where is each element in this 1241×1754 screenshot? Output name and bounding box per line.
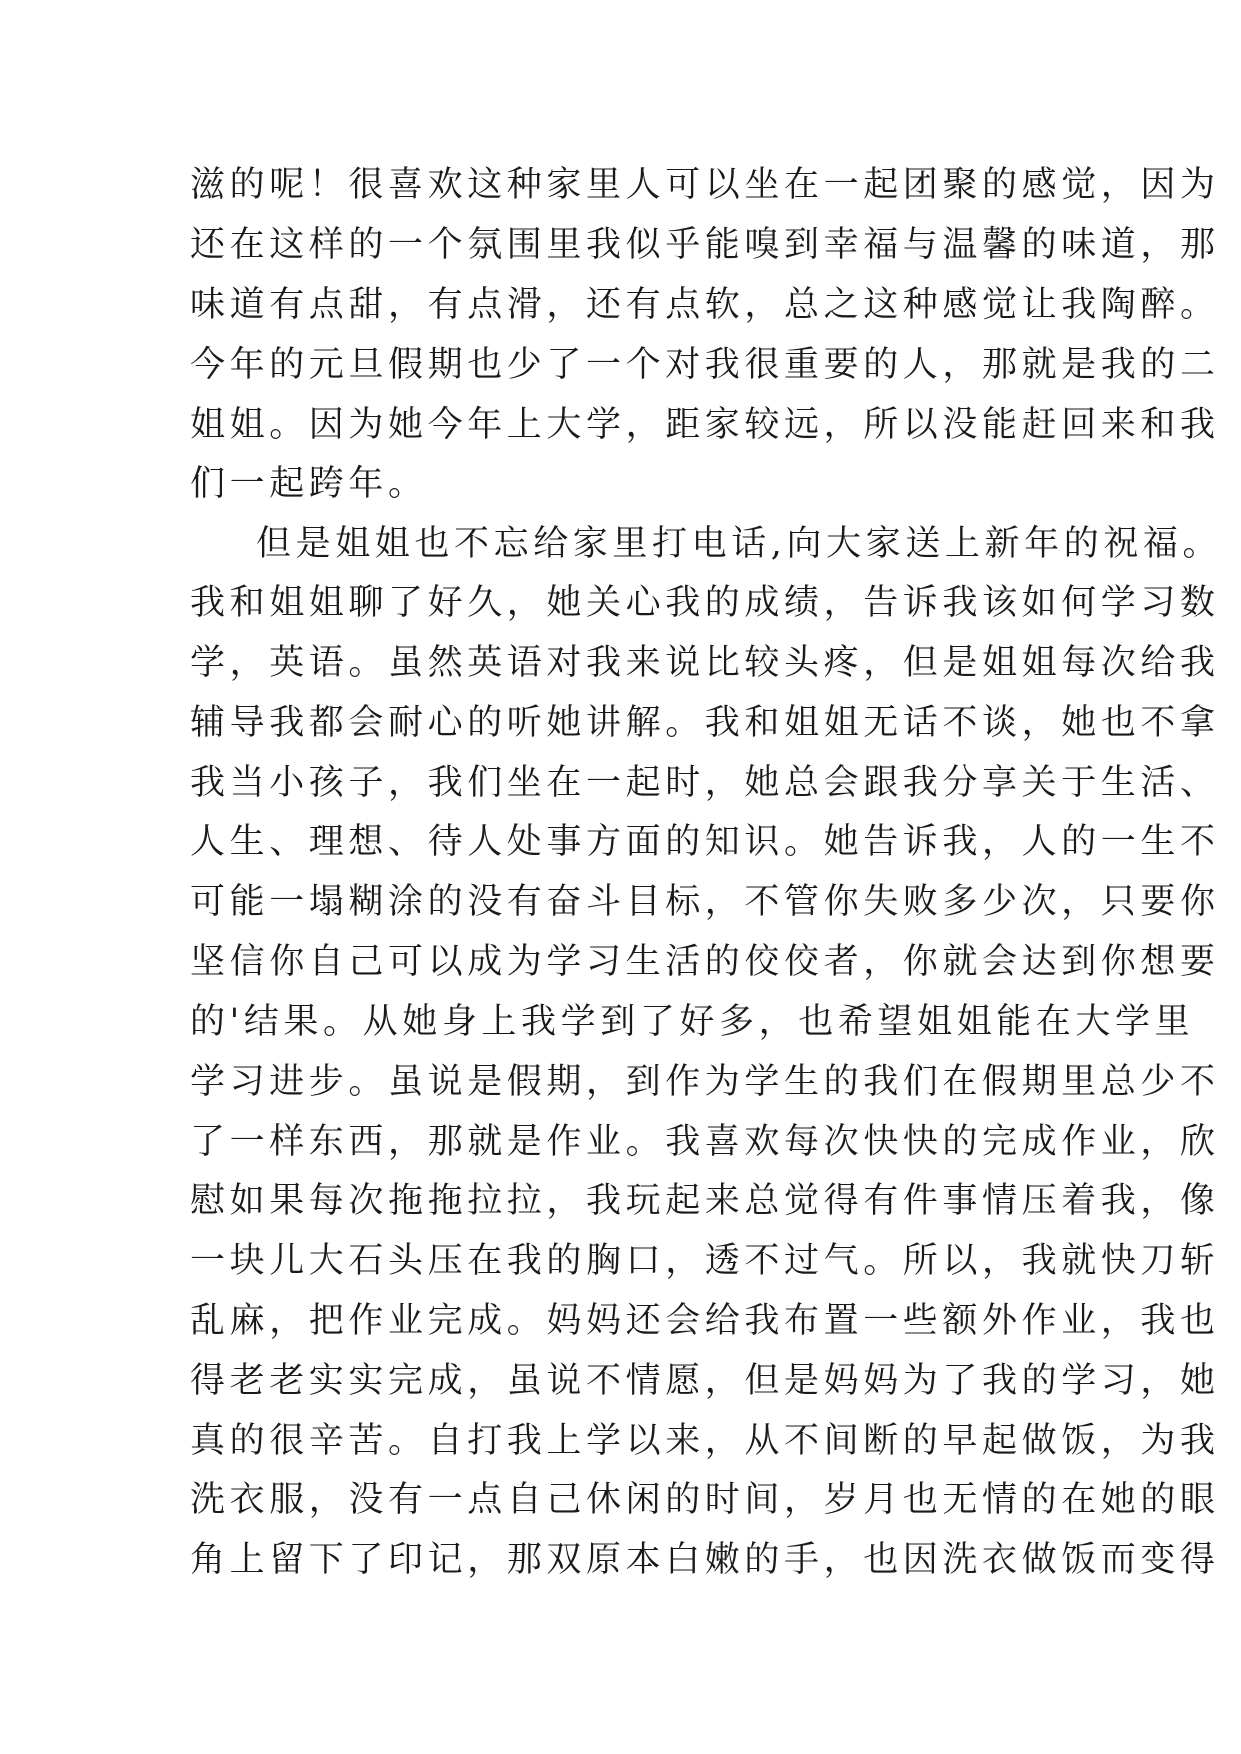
text-line: 洗衣服，没有一点自己休闲的时间，岁月也无情的在她的眼 [190, 1480, 1220, 1520]
text-line: 们一起跨年。 [190, 464, 428, 504]
text-line: 得老老实实完成，虽说不情愿，但是妈妈为了我的学习，她 [190, 1361, 1220, 1401]
text-line: 一块儿大石头压在我的胸口，透不过气。所以，我就快刀斩 [190, 1241, 1220, 1281]
text-line: 我当小孩子，我们坐在一起时，她总会跟我分享关于生活、 [190, 763, 1220, 803]
text-line: 我和姐姐聊了好久，她关心我的成绩，告诉我该如何学习数 [190, 583, 1220, 623]
text-line: 的'结果。从她身上我学到了好多，也希望姐姐能在大学里 [190, 1002, 1195, 1042]
text-line: 姐姐。因为她今年上大学，距家较远，所以没能赶回来和我 [190, 405, 1220, 445]
text-line: 乱麻，把作业完成。妈妈还会给我布置一些额外作业，我也 [190, 1301, 1220, 1341]
text-line: 角上留下了印记，那双原本白嫩的手，也因洗衣做饭而变得 [190, 1540, 1220, 1580]
text-line: 真的很辛苦。自打我上学以来，从不间断的早起做饭，为我 [190, 1421, 1220, 1461]
text-line: 今年的元旦假期也少了一个对我很重要的人，那就是我的二 [190, 345, 1220, 385]
text-line: 学习进步。虽说是假期，到作为学生的我们在假期里总少不 [190, 1062, 1220, 1102]
text-line: 可能一塌糊涂的没有奋斗目标，不管你失败多少次，只要你 [190, 882, 1220, 922]
text-line: 慰如果每次拖拖拉拉，我玩起来总觉得有件事情压着我，像 [190, 1181, 1220, 1221]
text-line: 还在这样的一个氛围里我似乎能嗅到幸福与温馨的味道，那 [190, 225, 1220, 265]
text-line: 学，英语。虽然英语对我来说比较头疼，但是姐姐每次给我 [190, 643, 1220, 683]
text-line: 了一样东西，那就是作业。我喜欢每次快快的完成作业，欣 [190, 1122, 1220, 1162]
text-line: 但是姐姐也不忘给家里打电话,向大家送上新年的祝福。 [256, 524, 1223, 564]
text-line: 味道有点甜，有点滑，还有点软，总之这种感觉让我陶醉。 [190, 285, 1220, 325]
text-line: 滋的呢！很喜欢这种家里人可以坐在一起团聚的感觉，因为 [190, 165, 1220, 205]
text-line: 辅导我都会耐心的听她讲解。我和姐姐无话不谈，她也不拿 [190, 703, 1220, 743]
text-line: 坚信你自己可以成为学习生活的佼佼者，你就会达到你想要 [190, 942, 1220, 982]
text-line: 人生、理想、待人处事方面的知识。她告诉我，人的一生不 [190, 822, 1220, 862]
